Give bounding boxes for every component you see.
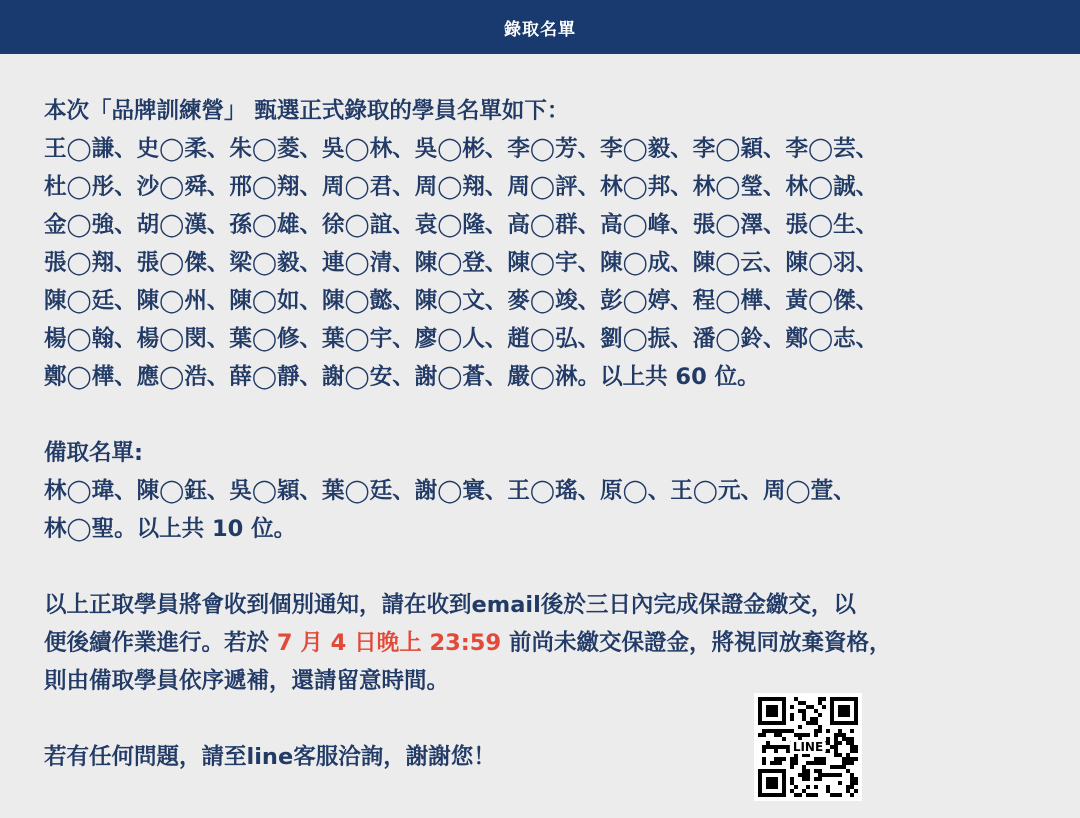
page-title: 錄取名單	[504, 19, 576, 40]
admitted-list	[44, 130, 1044, 396]
admitted-line: 楊◯翰、楊◯閔、葉◯修、葉◯宇、廖◯人、趙◯弘、劉◯振、潘◯鈴、鄭◯志、	[44, 326, 879, 352]
waitlist-list	[44, 472, 1044, 548]
contact-text: 若有任何問題，請至line客服洽詢，謝謝您！	[44, 744, 496, 770]
admitted-line: 陳◯廷、陳◯州、陳◯如、陳◯懿、陳◯文、麥◯竣、彭◯婷、程◯樺、黃◯傑、	[44, 288, 879, 314]
page-header	[0, 0, 1080, 54]
announcement-body	[44, 92, 1044, 776]
notice-text: 便後續作業進行。若於	[44, 630, 277, 656]
admitted-line: 王◯謙、史◯柔、朱◯菱、吳◯林、吳◯彬、李◯芳、李◯毅、李◯穎、李◯芸、	[44, 136, 879, 162]
line-qr-code[interactable]	[754, 693, 862, 801]
intro-text: 本次「品牌訓練營」 甄選正式錄取的學員名單如下：	[44, 98, 570, 124]
notice-line	[44, 624, 1044, 662]
deadline-highlight: 7 月 4 日晚上 23:59	[276, 630, 502, 656]
waitlist-title: 備取名單:	[44, 440, 143, 466]
admitted-line: 鄭◯樺、應◯浩、薛◯靜、謝◯安、謝◯蒼、嚴◯淋。以上共 60 位。	[44, 364, 760, 390]
line-logo-icon: LINE	[790, 740, 826, 754]
notice-line: 以上正取學員將會收到個別通知，請在收到email後於三日內完成保證金繳交，以	[44, 592, 856, 618]
notice-line: 則由備取學員依序遞補，還請留意時間。	[44, 668, 450, 694]
waitlist-line: 林◯聖。以上共 10 位。	[44, 516, 297, 542]
notice-paragraph	[44, 586, 1044, 700]
admitted-line: 張◯翔、張◯傑、梁◯毅、連◯清、陳◯登、陳◯宇、陳◯成、陳◯云、陳◯羽、	[44, 250, 879, 276]
waitlist-line: 林◯瑋、陳◯鈺、吳◯穎、葉◯廷、謝◯寰、王◯瑤、原◯、王◯元、周◯萱、	[44, 478, 856, 504]
admitted-line: 杜◯彤、沙◯舜、邢◯翔、周◯君、周◯翔、周◯評、林◯邦、林◯瑩、林◯誠、	[44, 174, 879, 200]
notice-text: 前尚未繳交保證金，將視同放棄資格，	[501, 630, 892, 656]
admitted-line: 金◯強、胡◯漢、孫◯雄、徐◯誼、袁◯隆、高◯群、高◯峰、張◯澤、張◯生、	[44, 212, 879, 238]
